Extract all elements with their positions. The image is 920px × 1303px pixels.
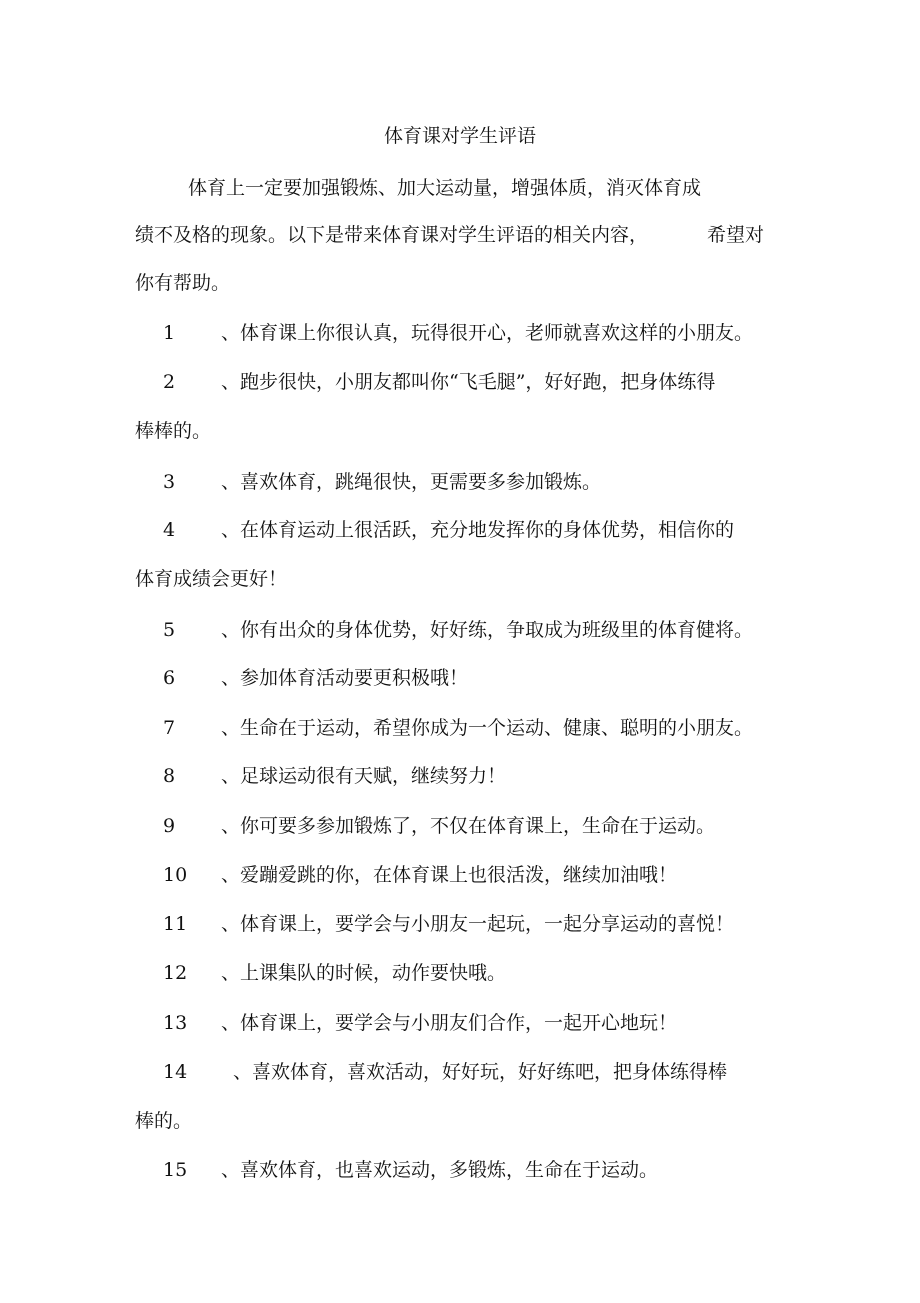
- item-text: 、生命在于运动，希望你成为一个运动、健康、聪明的小朋友。: [221, 717, 754, 739]
- item-number: 12: [163, 962, 188, 984]
- intro-line-3: 你有帮助。: [135, 272, 231, 294]
- item-text: 、上课集队的时候，动作要快哦。: [221, 962, 507, 984]
- intro-line-2: 绩不及格的现象。以下是带来体育课对学生评语的相关内容，: [135, 224, 649, 246]
- item-text: 、喜欢体育，跳绳很快，更需要多参加锻炼。: [221, 471, 602, 493]
- list-item: [163, 617, 753, 643]
- item-text: 、你可要多参加锻炼了，不仅在体育课上，生命在于运动。: [221, 815, 716, 837]
- list-item: [163, 1157, 658, 1183]
- item-number: 10: [163, 864, 188, 886]
- item-number: 3: [163, 471, 176, 493]
- list-item: [163, 665, 468, 691]
- item-number: 2: [163, 371, 176, 393]
- item-text: 、参加体育活动要更积极哦！: [221, 667, 469, 689]
- list-item: [163, 1059, 727, 1085]
- item-text: 、体育课上你很认真，玩得很开心，老师就喜欢这样的小朋友。: [221, 322, 754, 344]
- item-number: 14: [163, 1061, 188, 1083]
- item-number: 1: [163, 322, 176, 344]
- item-number: 8: [163, 765, 176, 787]
- list-item: [163, 813, 715, 839]
- list-item: [163, 715, 753, 741]
- item-continuation: 棒的。: [135, 1110, 193, 1132]
- item-continuation: 棒棒的。: [135, 420, 212, 442]
- intro-line-2-tail: 希望对: [707, 224, 765, 246]
- list-item: [163, 369, 715, 395]
- item-continuation: 体育成绩会更好！: [135, 568, 288, 590]
- list-item: [163, 862, 677, 888]
- item-number: 9: [163, 815, 176, 837]
- item-text: 、你有出众的身体优势，好好练，争取成为班级里的体育健将。: [221, 619, 754, 641]
- list-item: [163, 960, 506, 986]
- document-title: 体育课对学生评语: [383, 125, 536, 147]
- item-text: 、体育课上，要学会与小朋友一起玩，一起分享运动的喜悦！: [221, 913, 735, 935]
- list-item: [163, 469, 601, 495]
- intro-line-1: 体育上一定要加强锻炼、加大运动量，增强体质，消灭体育成: [188, 177, 702, 199]
- item-text: 、体育课上，要学会与小朋友们合作，一起开心地玩！: [221, 1012, 678, 1034]
- list-item: [163, 763, 506, 789]
- item-number: 7: [163, 717, 176, 739]
- item-text: 、足球运动很有天赋，继续努力！: [221, 765, 507, 787]
- list-item: [163, 517, 734, 543]
- list-item: [163, 320, 753, 346]
- item-text: 、爱蹦爱跳的你，在体育课上也很活泼，继续加油哦！: [221, 864, 678, 886]
- list-item: [163, 911, 734, 937]
- item-text: 、喜欢体育，也喜欢运动，多锻炼，生命在于运动。: [221, 1159, 659, 1181]
- item-text: 、跑步很快，小朋友都叫你“飞毛腿”，好好跑，把身体练得: [221, 371, 716, 393]
- item-number: 13: [163, 1012, 188, 1034]
- item-number: 15: [163, 1159, 188, 1181]
- item-text: 、在体育运动上很活跃，充分地发挥你的身体优势，相信你的: [221, 519, 735, 541]
- item-number: 11: [163, 913, 188, 935]
- item-text: 、喜欢体育，喜欢活动，好好玩，好好练吧，把身体练得棒: [233, 1061, 728, 1083]
- item-number: 6: [163, 667, 176, 689]
- item-number: 5: [163, 619, 176, 641]
- item-number: 4: [163, 519, 176, 541]
- list-item: [163, 1010, 677, 1036]
